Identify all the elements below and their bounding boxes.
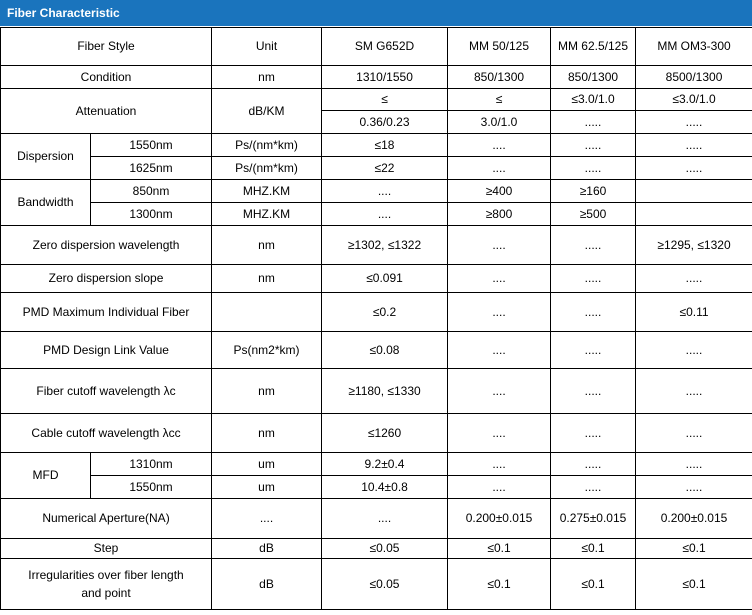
cell-value: ≥1302, ≤1322: [322, 226, 448, 265]
row-unit: dB: [212, 539, 322, 559]
cell-value: 8500/1300: [636, 66, 752, 89]
cell-value: 0.200±0.015: [448, 499, 551, 539]
cell-value: .....: [636, 157, 752, 180]
cell-value: .....: [551, 476, 636, 499]
cell-value: ....: [322, 499, 448, 539]
cell-value: 0.36/0.23: [322, 111, 448, 134]
table-row: [1, 134, 752, 157]
cell-value: .....: [551, 265, 636, 293]
cell-value: ....: [448, 476, 551, 499]
cell-value: .....: [636, 414, 752, 453]
table-row: [1, 414, 752, 453]
cell-value: ≤: [322, 89, 448, 111]
row-label: Irregularities over fiber length and point: [1, 559, 212, 610]
section-header: [0, 0, 752, 27]
table-header-row: [1, 28, 752, 66]
table-row: [1, 157, 752, 180]
cell-value: ≤0.2: [322, 293, 448, 332]
row-sublabel: 1625nm: [91, 157, 212, 180]
row-sublabel: 1550nm: [91, 476, 212, 499]
row-label: Step: [1, 539, 212, 559]
cell-value: ≤0.1: [551, 559, 636, 610]
cell-value: ≥160: [551, 180, 636, 203]
table-row: [1, 293, 752, 332]
cell-value: ≤0.05: [322, 539, 448, 559]
cell-value: ≤0.08: [322, 332, 448, 369]
header-mm-50-125: MM 50/125: [448, 28, 551, 66]
cell-value: 0.275±0.015: [551, 499, 636, 539]
row-unit: Ps(nm2*km): [212, 332, 322, 369]
row-label: Bandwidth: [1, 180, 91, 226]
header-unit: Unit: [212, 28, 322, 66]
table-row: [1, 453, 752, 476]
cell-value: ....: [448, 369, 551, 414]
cell-value: ≤3.0/1.0: [636, 89, 752, 111]
cell-value: ≤3.0/1.0: [551, 89, 636, 111]
row-label: Dispersion: [1, 134, 91, 180]
row-sublabel: 1300nm: [91, 203, 212, 226]
cell-value: .....: [551, 134, 636, 157]
row-unit: dB/KM: [212, 89, 322, 134]
cell-value: .....: [551, 157, 636, 180]
row-sublabel: 1550nm: [91, 134, 212, 157]
section-title: Fiber Characteristic: [7, 6, 120, 20]
cell-value: .....: [636, 369, 752, 414]
cell-value: ≤0.1: [448, 559, 551, 610]
cell-value: .....: [636, 111, 752, 134]
fiber-characteristic-table: [0, 27, 752, 610]
row-sublabel: 1310nm: [91, 453, 212, 476]
row-label: Zero dispersion wavelength: [1, 226, 212, 265]
row-unit: MHZ.KM: [212, 180, 322, 203]
row-label: Attenuation: [1, 89, 212, 134]
row-label: PMD Maximum Individual Fiber: [1, 293, 212, 332]
cell-value: ....: [448, 414, 551, 453]
header-mm-62-5-125: MM 62.5/125: [551, 28, 636, 66]
row-unit: Ps/(nm*km): [212, 157, 322, 180]
cell-value: ....: [448, 453, 551, 476]
row-unit: um: [212, 453, 322, 476]
cell-value: ....: [322, 203, 448, 226]
table-row: [1, 180, 752, 203]
cell-value: ≤0.091: [322, 265, 448, 293]
cell-value: [636, 180, 752, 203]
table-row: [1, 226, 752, 265]
row-unit: nm: [212, 414, 322, 453]
cell-value: ≤0.11: [636, 293, 752, 332]
row-unit: ....: [212, 499, 322, 539]
cell-value: ....: [448, 226, 551, 265]
cell-value: .....: [636, 453, 752, 476]
table-row: [1, 265, 752, 293]
cell-value: 1310/1550: [322, 66, 448, 89]
cell-value: ≤18: [322, 134, 448, 157]
row-label: Numerical Aperture(NA): [1, 499, 212, 539]
table-row: [1, 66, 752, 89]
cell-value: ≥400: [448, 180, 551, 203]
table-row: [1, 499, 752, 539]
cell-value: .....: [551, 293, 636, 332]
cell-value: ≥500: [551, 203, 636, 226]
row-unit: nm: [212, 369, 322, 414]
cell-value: .....: [636, 476, 752, 499]
table-row: [1, 203, 752, 226]
row-unit: Ps/(nm*km): [212, 134, 322, 157]
cell-value: 9.2±0.4: [322, 453, 448, 476]
cell-value: .....: [636, 265, 752, 293]
cell-value: ≤1260: [322, 414, 448, 453]
cell-value: ≤: [448, 89, 551, 111]
cell-value: 850/1300: [448, 66, 551, 89]
cell-value: ....: [322, 180, 448, 203]
cell-value: ....: [448, 332, 551, 369]
cell-value: 0.200±0.015: [636, 499, 752, 539]
row-label: PMD Design Link Value: [1, 332, 212, 369]
table-row: [1, 369, 752, 414]
cell-value: 3.0/1.0: [448, 111, 551, 134]
cell-value: ≤0.1: [448, 539, 551, 559]
row-unit: nm: [212, 265, 322, 293]
cell-value: ≥1180, ≤1330: [322, 369, 448, 414]
row-unit: MHZ.KM: [212, 203, 322, 226]
table-row: [1, 89, 752, 111]
header-fiber-style: Fiber Style: [1, 28, 212, 66]
row-label: MFD: [1, 453, 91, 499]
row-unit: [212, 293, 322, 332]
row-label: Fiber cutoff wavelength λc: [1, 369, 212, 414]
cell-value: ≤0.1: [636, 559, 752, 610]
cell-value: ....: [448, 293, 551, 332]
cell-value: ≤0.05: [322, 559, 448, 610]
cell-value: ≤0.1: [551, 539, 636, 559]
cell-value: .....: [551, 332, 636, 369]
row-label: Zero dispersion slope: [1, 265, 212, 293]
cell-value: ≥1295, ≤1320: [636, 226, 752, 265]
table-row: [1, 539, 752, 559]
cell-value: ≤22: [322, 157, 448, 180]
header-mm-om3-300: MM OM3-300: [636, 28, 752, 66]
row-label: Cable cutoff wavelength λcc: [1, 414, 212, 453]
cell-value: .....: [551, 111, 636, 134]
cell-value: ....: [448, 157, 551, 180]
table-row: [1, 332, 752, 369]
cell-value: .....: [551, 414, 636, 453]
cell-value: .....: [551, 453, 636, 476]
cell-value: ....: [448, 134, 551, 157]
header-sm-g652d: SM G652D: [322, 28, 448, 66]
cell-value: ≤0.1: [636, 539, 752, 559]
row-unit: nm: [212, 66, 322, 89]
row-unit: dB: [212, 559, 322, 610]
cell-value: 850/1300: [551, 66, 636, 89]
cell-value: ≥800: [448, 203, 551, 226]
row-label: Condition: [1, 66, 212, 89]
cell-value: .....: [551, 226, 636, 265]
cell-value: .....: [636, 332, 752, 369]
row-unit: um: [212, 476, 322, 499]
cell-value: 10.4±0.8: [322, 476, 448, 499]
table-row: [1, 559, 752, 610]
table-row: [1, 476, 752, 499]
cell-value: .....: [551, 369, 636, 414]
row-sublabel: 850nm: [91, 180, 212, 203]
cell-value: .....: [636, 134, 752, 157]
row-unit: nm: [212, 226, 322, 265]
cell-value: [636, 203, 752, 226]
cell-value: ....: [448, 265, 551, 293]
